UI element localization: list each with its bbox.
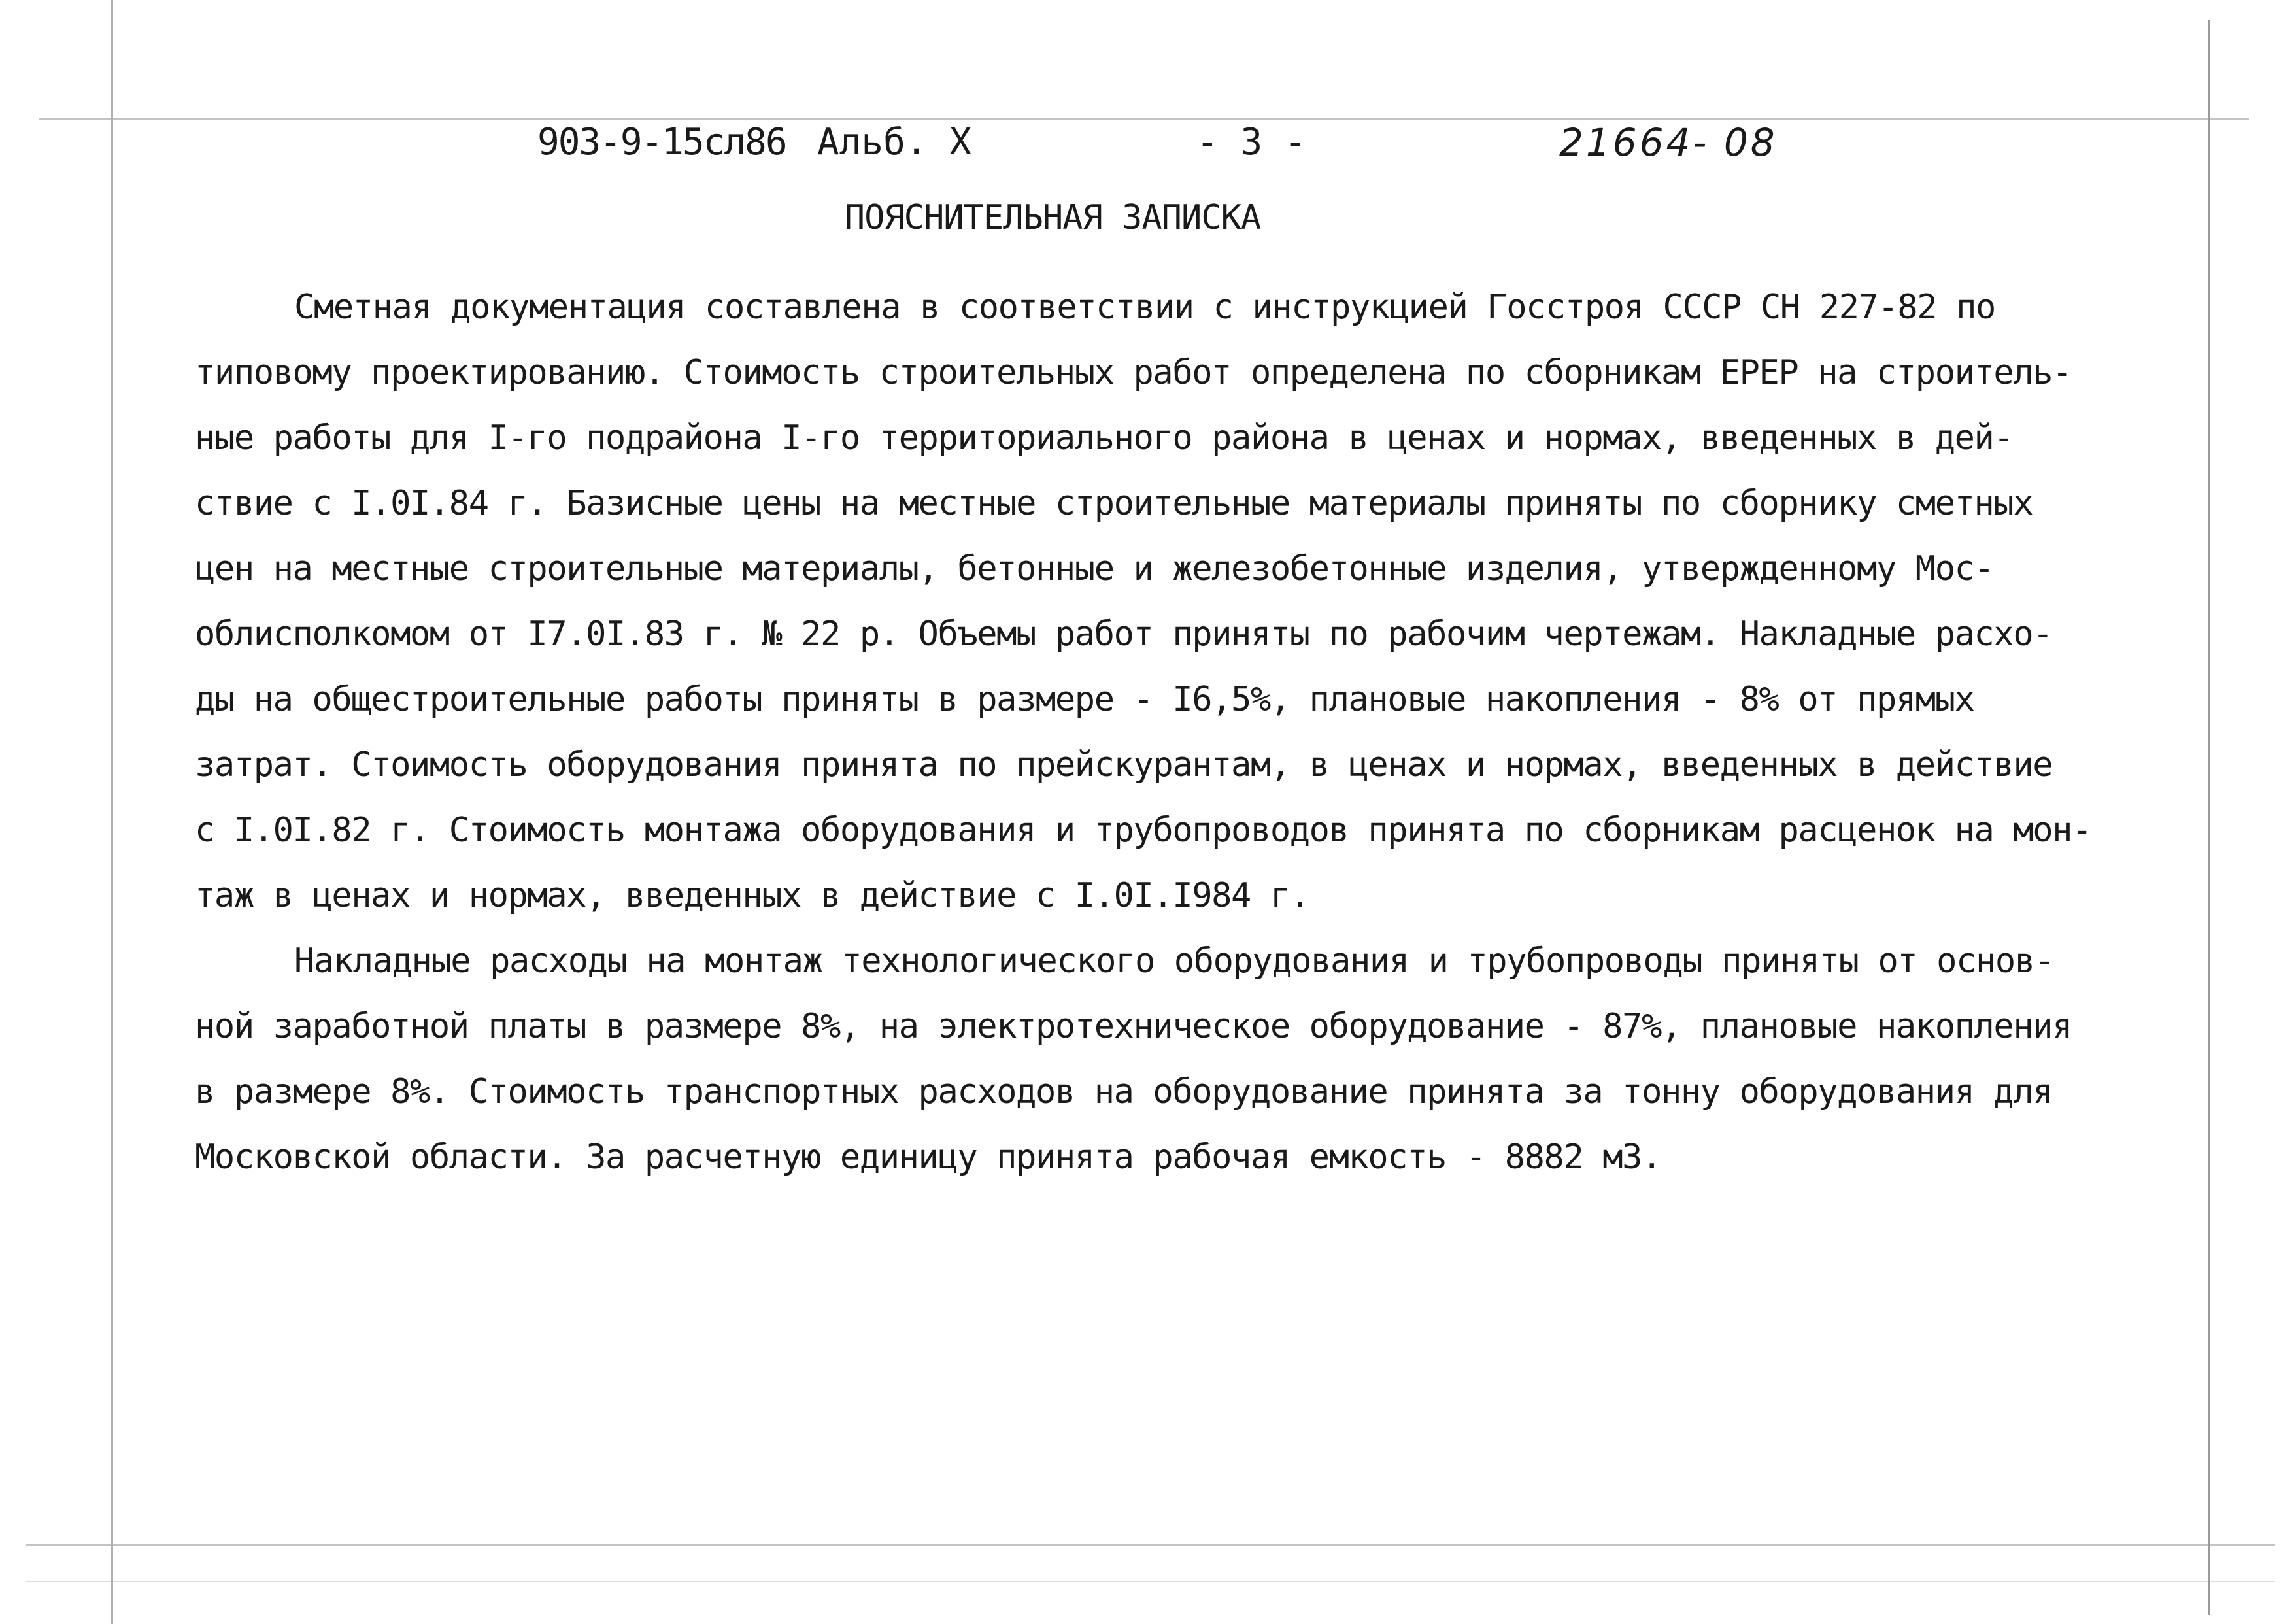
text-line: Сметная документация составлена в соответствии с инструкцией Госстроя СССР СН 227-82 по bbox=[294, 288, 1995, 327]
explanatory-note-body bbox=[195, 275, 2163, 1190]
text-line: таж в ценах и нормах, введенных в действие с I.0I.I984 г. bbox=[195, 876, 1309, 915]
text-line: ствие с I.0I.84 г. Базисные цены на местные строительные материалы приняты по сборнику сметных bbox=[195, 484, 2033, 523]
frame-left-line bbox=[111, 0, 113, 1624]
text-line: ды на общестроительные работы приняты в размере - I6,5%, плановые накопления - 8% от прямых bbox=[195, 680, 1974, 719]
page-number: - 3 - bbox=[1196, 121, 1307, 163]
frame-bottom-line bbox=[26, 1544, 2275, 1546]
frame-bottom-edge-line bbox=[26, 1581, 2275, 1582]
handwritten-archive-number: 21664- 08 bbox=[1559, 120, 1778, 165]
text-line: в размере 8%. Стоимость транспортных расходов на оборудование принята за тонну оборудования для bbox=[195, 1072, 2053, 1111]
text-line: цен на местные строительные материалы, бетонные и железобетонные изделия, утвержденному Мос- bbox=[195, 549, 1994, 588]
text-line: Накладные расходы на монтаж технологического оборудования и трубопроводы приняты от основ- bbox=[294, 941, 2054, 981]
text-line: ной заработной платы в размере 8%, на электротехническое оборудование - 87%, плановые накопления bbox=[195, 1007, 2072, 1046]
text-line: Московской области. За расчетную единицу принята рабочая емкость - 8882 м3. bbox=[195, 1138, 1661, 1177]
page-title: ПОЯСНИТЕЛЬНАЯ ЗАПИСКА bbox=[844, 198, 1261, 237]
text-line: типовому проектированию. Стоимость строительных работ определена по сборникам ЕРЕР на строитель- bbox=[195, 353, 2072, 392]
text-line: ные работы для I-го подрайона I-го территориального района в ценах и нормах, введенных в дей- bbox=[195, 418, 2014, 458]
album-label: Альб. X bbox=[817, 121, 972, 163]
text-line: с I.0I.82 г. Стоимость монтажа оборудования и трубопроводов принята по сборникам расценок на мон- bbox=[195, 811, 2091, 850]
document-code: 903-9-15сл86 bbox=[537, 121, 786, 163]
frame-right-line bbox=[2208, 20, 2210, 1615]
text-line: затрат. Стоимость оборудования принята по прейскурантам, в ценах и нормах, введенных в действие bbox=[195, 745, 2053, 785]
frame-top-line bbox=[39, 118, 2249, 120]
text-line: облисполкомом от I7.0I.83 г. № 22 р. Объемы работ приняты по рабочим чертежам. Накладные расхо- bbox=[195, 615, 2053, 654]
paragraph-1 bbox=[195, 275, 2163, 928]
paragraph-2 bbox=[195, 928, 2163, 1190]
